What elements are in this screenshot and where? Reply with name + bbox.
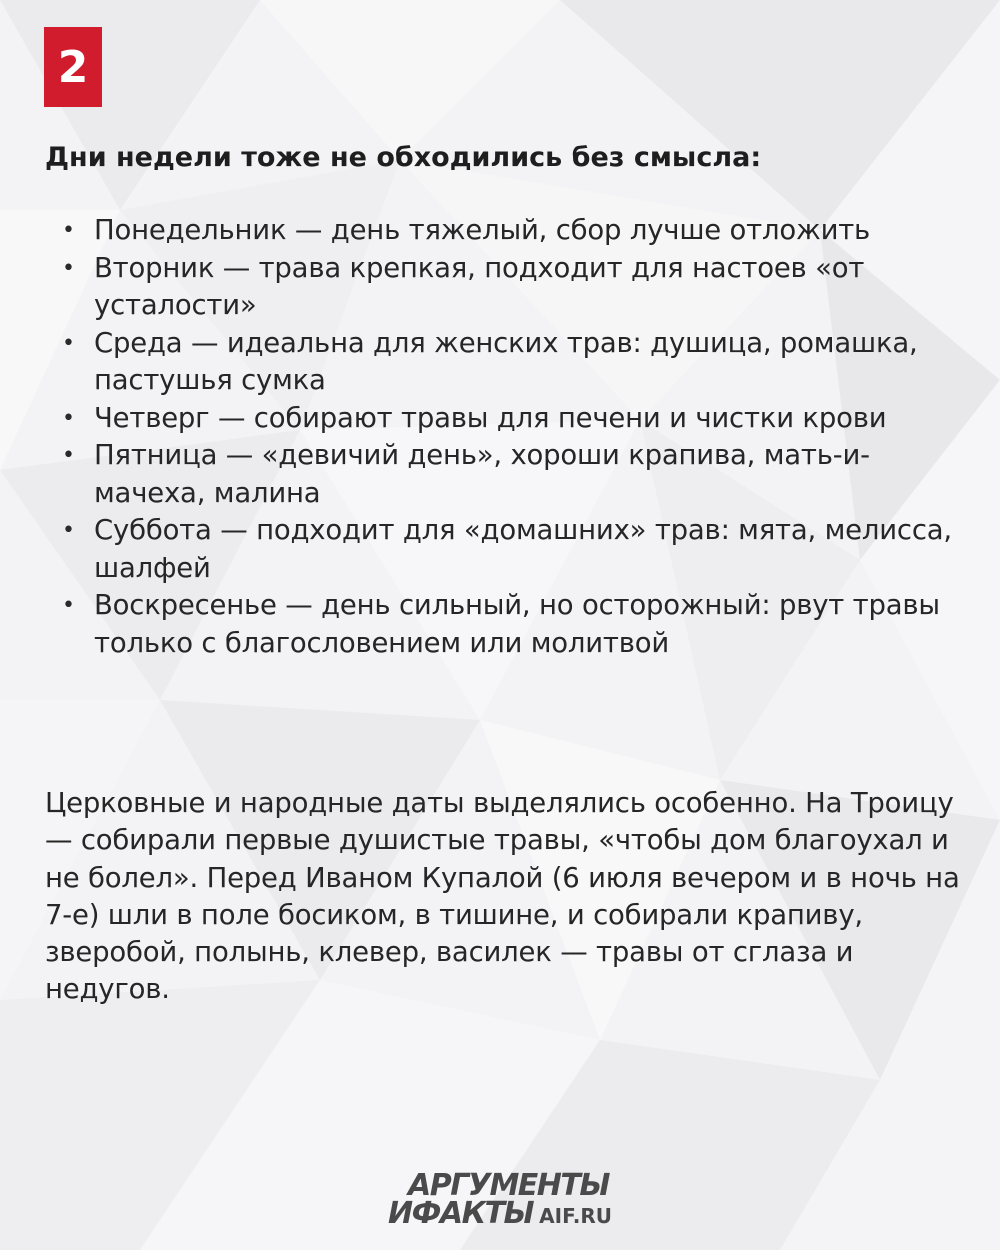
bullet-icon: • (62, 218, 75, 243)
list-item: • Четверг — собирают травы для печени и чистки крови (94, 400, 964, 438)
list-item: • Понедельник — день тяжелый, сбор лучше отложить (94, 212, 964, 250)
bullet-icon: • (62, 593, 75, 618)
bullet-icon: • (62, 330, 75, 356)
logo-line-1: АРГУМЕНТЫ (408, 1168, 609, 1203)
aif-logo (388, 1170, 638, 1232)
bullet-icon: • (62, 255, 75, 281)
list-item: • Суббота — подходит для «домашних» трав: мята, мелисса, шалфей (62, 514, 952, 584)
bullet-icon: • (62, 405, 75, 431)
list-item: • Среда — идеальна для женских трав: душица, ромашка, пастушья сумка (62, 326, 918, 396)
body-paragraph: Церковные и народные даты выделялись особенно. На Троицу — собирали первые душистые травы, «чтобы дом благоухал и не болел». Перед Иваном Купалой (6 июля вечером и в ночь на 7-е) шли в поле босиком, в тишине, и собирали крапиву, зверобой, полынь, клевер, василек — травы от сглаза и недугов. (45, 787, 960, 1006)
logo-site: AIF.RU (539, 1204, 613, 1228)
section-heading: Дни недели тоже не обходились без смысла: (45, 142, 762, 173)
bullet-icon: • (62, 443, 75, 468)
list-item: • Вторник — трава крепкая, подходит для настоев «от усталости» (62, 251, 865, 321)
page-number: 2 (57, 41, 89, 93)
list-item: • Воскресенье — день сильный, но осторожный: рвут травы только с благословением или молитвой (62, 589, 940, 659)
list-item: • Пятница — «девичий день», хороши крапива, мать-и-мачеха, малина (62, 439, 870, 509)
page-number-badge (44, 27, 102, 107)
logo-line-2: ИФАКТЫ AIF.RU (388, 1196, 613, 1231)
bullet-icon: • (62, 518, 75, 543)
weekday-list (62, 212, 964, 662)
